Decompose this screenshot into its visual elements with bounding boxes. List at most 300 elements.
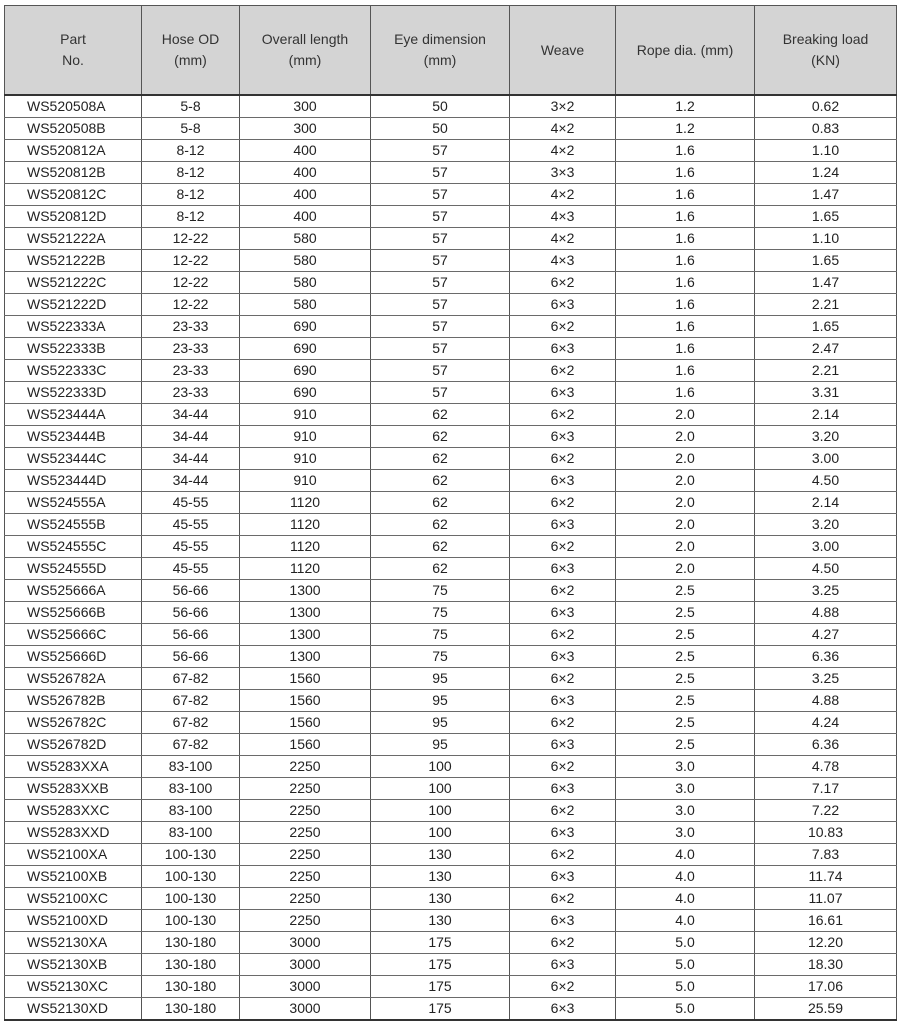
weave-cell: 6×3 [510,954,616,976]
overall-length-cell: 1120 [240,492,371,514]
weave-cell: 6×3 [510,734,616,756]
breaking-load-cell: 3.31 [755,382,897,404]
hose-od-cell: 34-44 [142,426,240,448]
rope-dia-cell: 1.6 [616,294,755,316]
overall-length-cell: 300 [240,118,371,140]
eye-dimension-cell: 100 [371,822,510,844]
weave-cell: 4×2 [510,184,616,206]
eye-dimension-cell: 57 [371,382,510,404]
table-row [5,118,897,140]
part-no-cell: WS52100XA [5,844,142,866]
part-no-cell: WS52100XD [5,910,142,932]
overall-length-cell: 2250 [240,778,371,800]
overall-length-cell: 580 [240,250,371,272]
breaking-load-cell: 4.88 [755,602,897,624]
part-no-cell: WS521222B [5,250,142,272]
breaking-load-cell: 1.24 [755,162,897,184]
rope-dia-cell: 2.5 [616,734,755,756]
overall-length-cell: 3000 [240,954,371,976]
hose-od-cell: 56-66 [142,602,240,624]
hose-od-cell: 12-22 [142,294,240,316]
overall-length-cell: 3000 [240,976,371,998]
header-label: Overall length [261,31,349,47]
eye-dimension-cell: 100 [371,778,510,800]
overall-length-cell: 910 [240,404,371,426]
weave-cell: 6×3 [510,866,616,888]
eye-dimension-cell: 95 [371,668,510,690]
overall-length-cell: 3000 [240,998,371,1021]
eye-dimension-cell: 75 [371,646,510,668]
hose-od-cell: 45-55 [142,558,240,580]
overall-length-cell: 2250 [240,800,371,822]
rope-dia-cell: 3.0 [616,756,755,778]
part-no-cell: WS525666D [5,646,142,668]
breaking-load-cell: 11.07 [755,888,897,910]
eye-dimension-cell: 62 [371,514,510,536]
table-row [5,998,897,1021]
table-row [5,910,897,932]
overall-length-cell: 3000 [240,932,371,954]
breaking-load-cell: 2.14 [755,404,897,426]
part-no-cell: WS5283XXD [5,822,142,844]
eye-dimension-cell: 95 [371,712,510,734]
overall-length-cell: 1560 [240,712,371,734]
breaking-load-cell: 7.17 [755,778,897,800]
table-row [5,294,897,316]
weave-cell: 4×2 [510,140,616,162]
breaking-load-cell: 4.50 [755,558,897,580]
part-no-cell: WS5283XXA [5,756,142,778]
header-unit: (mm) [174,52,207,68]
part-no-cell: WS523444C [5,448,142,470]
table-row [5,514,897,536]
eye-dimension-cell: 57 [371,206,510,228]
part-no-cell: WS524555B [5,514,142,536]
part-no-cell: WS523444B [5,426,142,448]
rope-dia-cell: 1.6 [616,140,755,162]
part-no-cell: WS5283XXC [5,800,142,822]
hose-od-cell: 12-22 [142,250,240,272]
rope-dia-cell: 1.6 [616,206,755,228]
rope-dia-cell: 2.5 [616,624,755,646]
breaking-load-cell: 2.21 [755,360,897,382]
rope-dia-cell: 2.0 [616,558,755,580]
part-no-cell: WS520812B [5,162,142,184]
overall-length-cell: 690 [240,382,371,404]
table-row [5,140,897,162]
rope-dia-cell: 2.0 [616,514,755,536]
breaking-load-cell: 1.65 [755,316,897,338]
weave-cell: 6×2 [510,756,616,778]
rope-dia-cell: 1.2 [616,95,755,118]
part-no-cell: WS522333A [5,316,142,338]
breaking-load-cell: 17.06 [755,976,897,998]
eye-dimension-cell: 100 [371,800,510,822]
hose-od-cell: 34-44 [142,404,240,426]
table-row [5,624,897,646]
hose-od-cell: 67-82 [142,668,240,690]
weave-cell: 4×2 [510,118,616,140]
rope-dia-cell: 2.5 [616,646,755,668]
rope-dia-cell: 2.5 [616,690,755,712]
table-row [5,492,897,514]
overall-length-cell: 400 [240,184,371,206]
table-row [5,404,897,426]
weave-cell: 6×3 [510,690,616,712]
part-no-cell: WS521222C [5,272,142,294]
eye-dimension-cell: 175 [371,954,510,976]
rope-dia-cell: 2.0 [616,492,755,514]
part-no-cell: WS521222D [5,294,142,316]
header-row [5,6,897,96]
breaking-load-cell: 6.36 [755,646,897,668]
eye-dimension-cell: 57 [371,140,510,162]
weave-cell: 6×2 [510,932,616,954]
breaking-load-cell: 4.78 [755,756,897,778]
eye-dimension-cell: 100 [371,756,510,778]
hose-od-cell: 67-82 [142,712,240,734]
table-row [5,250,897,272]
rope-dia-cell: 5.0 [616,954,755,976]
table-row [5,844,897,866]
overall-length-cell: 1120 [240,558,371,580]
breaking-load-cell: 0.62 [755,95,897,118]
eye-dimension-cell: 57 [371,184,510,206]
rope-dia-cell: 4.0 [616,866,755,888]
part-no-cell: WS522333B [5,338,142,360]
rope-dia-cell: 2.5 [616,712,755,734]
hose-od-cell: 8-12 [142,162,240,184]
breaking-load-cell: 10.83 [755,822,897,844]
header-part-no [5,6,142,96]
table-row [5,206,897,228]
rope-dia-cell: 1.6 [616,272,755,294]
eye-dimension-cell: 62 [371,470,510,492]
weave-cell: 6×2 [510,800,616,822]
hose-od-cell: 8-12 [142,206,240,228]
weave-cell: 6×2 [510,844,616,866]
eye-dimension-cell: 57 [371,316,510,338]
hose-od-cell: 100-130 [142,866,240,888]
rope-dia-cell: 1.6 [616,382,755,404]
eye-dimension-cell: 62 [371,426,510,448]
hose-od-cell: 56-66 [142,580,240,602]
overall-length-cell: 400 [240,206,371,228]
breaking-load-cell: 3.20 [755,514,897,536]
hose-od-cell: 130-180 [142,998,240,1021]
part-no-cell: WS526782C [5,712,142,734]
breaking-load-cell: 7.83 [755,844,897,866]
table-row [5,712,897,734]
part-no-cell: WS5283XXB [5,778,142,800]
rope-dia-cell: 3.0 [616,800,755,822]
overall-length-cell: 580 [240,272,371,294]
breaking-load-cell: 4.50 [755,470,897,492]
table-row [5,382,897,404]
rope-dia-cell: 2.5 [616,580,755,602]
weave-cell: 3×2 [510,95,616,118]
rope-dia-cell: 1.2 [616,118,755,140]
eye-dimension-cell: 57 [371,250,510,272]
overall-length-cell: 2250 [240,822,371,844]
weave-cell: 4×3 [510,250,616,272]
weave-cell: 6×3 [510,294,616,316]
breaking-load-cell: 3.25 [755,668,897,690]
header-label: Eye dimension [394,31,486,47]
hose-od-cell: 100-130 [142,844,240,866]
hose-od-cell: 100-130 [142,910,240,932]
rope-dia-cell: 5.0 [616,932,755,954]
eye-dimension-cell: 175 [371,998,510,1021]
breaking-load-cell: 3.25 [755,580,897,602]
breaking-load-cell: 2.47 [755,338,897,360]
overall-length-cell: 910 [240,470,371,492]
overall-length-cell: 1120 [240,514,371,536]
table-row [5,822,897,844]
hose-od-cell: 23-33 [142,382,240,404]
weave-cell: 6×2 [510,360,616,382]
rope-dia-cell: 2.0 [616,448,755,470]
table-row [5,976,897,998]
table-row [5,272,897,294]
weave-cell: 3×3 [510,162,616,184]
eye-dimension-cell: 62 [371,448,510,470]
part-no-cell: WS52130XC [5,976,142,998]
breaking-load-cell: 1.65 [755,206,897,228]
weave-cell: 4×3 [510,206,616,228]
overall-length-cell: 2250 [240,866,371,888]
hose-od-cell: 45-55 [142,492,240,514]
overall-length-cell: 1300 [240,624,371,646]
weave-cell: 6×2 [510,668,616,690]
rope-dia-cell: 2.0 [616,536,755,558]
hose-od-cell: 23-33 [142,316,240,338]
table-row [5,690,897,712]
weave-cell: 6×2 [510,888,616,910]
breaking-load-cell: 3.20 [755,426,897,448]
overall-length-cell: 1300 [240,646,371,668]
table-row [5,360,897,382]
eye-dimension-cell: 175 [371,976,510,998]
weave-cell: 6×3 [510,910,616,932]
table-row [5,668,897,690]
eye-dimension-cell: 57 [371,338,510,360]
header-unit: (mm) [423,52,457,68]
overall-length-cell: 400 [240,140,371,162]
hose-sling-spec-table [4,5,897,1021]
breaking-load-cell: 25.59 [755,998,897,1021]
weave-cell: 6×3 [510,822,616,844]
table-row [5,162,897,184]
breaking-load-cell: 1.47 [755,272,897,294]
table-body [5,95,897,1020]
breaking-load-cell: 1.10 [755,228,897,250]
table-row [5,470,897,492]
spec-sheet [4,5,896,1021]
eye-dimension-cell: 57 [371,360,510,382]
part-no-cell: WS524555D [5,558,142,580]
header-label: Weave [540,41,585,58]
part-no-cell: WS52130XA [5,932,142,954]
weave-cell: 6×2 [510,624,616,646]
table-header [5,6,897,96]
eye-dimension-cell: 130 [371,866,510,888]
rope-dia-cell: 5.0 [616,998,755,1021]
hose-od-cell: 5-8 [142,95,240,118]
overall-length-cell: 1300 [240,580,371,602]
eye-dimension-cell: 50 [371,95,510,118]
overall-length-cell: 1300 [240,602,371,624]
hose-od-cell: 130-180 [142,932,240,954]
hose-od-cell: 83-100 [142,822,240,844]
hose-od-cell: 34-44 [142,470,240,492]
header-label: Hose OD [161,31,220,47]
header-unit: (KN) [811,52,840,68]
part-no-cell: WS522333C [5,360,142,382]
rope-dia-cell: 4.0 [616,844,755,866]
rope-dia-cell: 4.0 [616,910,755,932]
part-no-cell: WS524555A [5,492,142,514]
header-weave [510,6,616,96]
header-label: Part [60,31,86,47]
breaking-load-cell: 3.00 [755,448,897,470]
rope-dia-cell: 2.0 [616,426,755,448]
table-row [5,954,897,976]
weave-cell: 6×2 [510,536,616,558]
rope-dia-cell: 2.5 [616,668,755,690]
weave-cell: 6×3 [510,558,616,580]
weave-cell: 6×2 [510,272,616,294]
hose-od-cell: 45-55 [142,536,240,558]
overall-length-cell: 1120 [240,536,371,558]
part-no-cell: WS522333D [5,382,142,404]
header-breaking-load [755,6,897,96]
part-no-cell: WS520812A [5,140,142,162]
breaking-load-cell: 4.24 [755,712,897,734]
header-unit: (mm) [288,52,322,68]
part-no-cell: WS523444D [5,470,142,492]
table-row [5,866,897,888]
overall-length-cell: 1560 [240,690,371,712]
breaking-load-cell: 1.47 [755,184,897,206]
header-hose-od [142,6,240,96]
header-unit: No. [62,52,84,68]
hose-od-cell: 56-66 [142,624,240,646]
rope-dia-cell: 1.6 [616,360,755,382]
table-row [5,580,897,602]
part-no-cell: WS521222A [5,228,142,250]
weave-cell: 6×3 [510,646,616,668]
table-row [5,184,897,206]
eye-dimension-cell: 62 [371,404,510,426]
overall-length-cell: 2250 [240,756,371,778]
rope-dia-cell: 1.6 [616,228,755,250]
overall-length-cell: 690 [240,316,371,338]
rope-dia-cell: 3.0 [616,778,755,800]
table-row [5,228,897,250]
eye-dimension-cell: 57 [371,228,510,250]
hose-od-cell: 67-82 [142,734,240,756]
breaking-load-cell: 2.21 [755,294,897,316]
overall-length-cell: 690 [240,360,371,382]
eye-dimension-cell: 62 [371,536,510,558]
overall-length-cell: 1560 [240,668,371,690]
rope-dia-cell: 1.6 [616,338,755,360]
header-label: Rope dia. (mm) [636,41,734,58]
eye-dimension-cell: 95 [371,734,510,756]
part-no-cell: WS52130XD [5,998,142,1021]
hose-od-cell: 12-22 [142,228,240,250]
weave-cell: 6×2 [510,580,616,602]
overall-length-cell: 580 [240,228,371,250]
hose-od-cell: 8-12 [142,140,240,162]
breaking-load-cell: 0.83 [755,118,897,140]
hose-od-cell: 100-130 [142,888,240,910]
eye-dimension-cell: 130 [371,844,510,866]
hose-od-cell: 130-180 [142,954,240,976]
weave-cell: 6×2 [510,492,616,514]
weave-cell: 6×2 [510,712,616,734]
hose-od-cell: 5-8 [142,118,240,140]
hose-od-cell: 67-82 [142,690,240,712]
breaking-load-cell: 7.22 [755,800,897,822]
part-no-cell: WS525666B [5,602,142,624]
weave-cell: 6×3 [510,382,616,404]
overall-length-cell: 300 [240,95,371,118]
table-row [5,426,897,448]
table-row [5,95,897,118]
eye-dimension-cell: 130 [371,910,510,932]
overall-length-cell: 580 [240,294,371,316]
weave-cell: 6×3 [510,778,616,800]
part-no-cell: WS52100XB [5,866,142,888]
breaking-load-cell: 4.27 [755,624,897,646]
eye-dimension-cell: 95 [371,690,510,712]
part-no-cell: WS525666A [5,580,142,602]
eye-dimension-cell: 62 [371,492,510,514]
part-no-cell: WS520508B [5,118,142,140]
hose-od-cell: 83-100 [142,800,240,822]
overall-length-cell: 400 [240,162,371,184]
rope-dia-cell: 1.6 [616,162,755,184]
breaking-load-cell: 4.88 [755,690,897,712]
rope-dia-cell: 1.6 [616,316,755,338]
hose-od-cell: 23-33 [142,360,240,382]
part-no-cell: WS526782A [5,668,142,690]
breaking-load-cell: 3.00 [755,536,897,558]
hose-od-cell: 83-100 [142,778,240,800]
rope-dia-cell: 2.0 [616,470,755,492]
overall-length-cell: 2250 [240,888,371,910]
hose-od-cell: 12-22 [142,272,240,294]
weave-cell: 6×2 [510,976,616,998]
part-no-cell: WS52100XC [5,888,142,910]
eye-dimension-cell: 75 [371,624,510,646]
rope-dia-cell: 4.0 [616,888,755,910]
table-row [5,734,897,756]
breaking-load-cell: 12.20 [755,932,897,954]
part-no-cell: WS526782B [5,690,142,712]
eye-dimension-cell: 130 [371,888,510,910]
overall-length-cell: 2250 [240,910,371,932]
eye-dimension-cell: 57 [371,272,510,294]
hose-od-cell: 56-66 [142,646,240,668]
overall-length-cell: 1560 [240,734,371,756]
header-overall-length [240,6,371,96]
hose-od-cell: 34-44 [142,448,240,470]
eye-dimension-cell: 75 [371,602,510,624]
rope-dia-cell: 1.6 [616,184,755,206]
